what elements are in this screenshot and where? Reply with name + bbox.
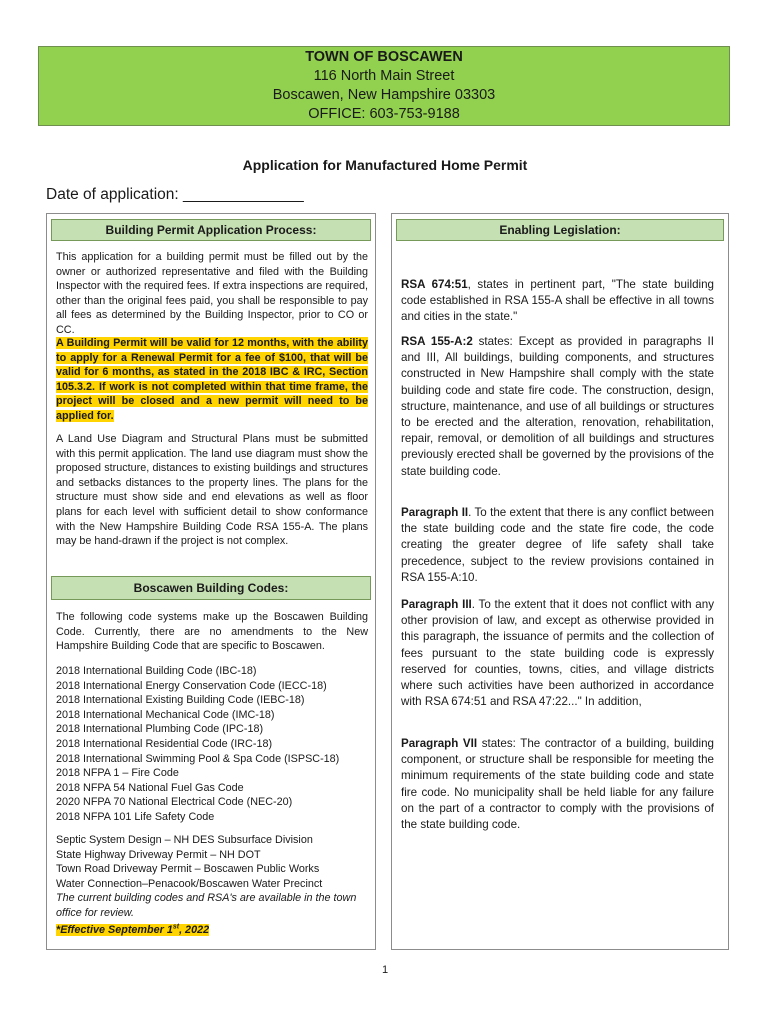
code-item: 2018 International Energy Conservation Code (IECC-18) — [56, 679, 327, 692]
town-name: TOWN OF BOSCAWEN — [305, 49, 463, 65]
codes-availability-note: The current building codes and RSA's are available in the town office for review. — [56, 892, 357, 919]
permit-item: Water Connection–Penacook/Boscawen Water Precinct — [56, 877, 323, 890]
town-office-phone: OFFICE: 603-753-9188 — [308, 106, 460, 122]
code-item: 2018 NFPA 101 Life Safety Code — [56, 810, 215, 823]
town-city: Boscawen, New Hampshire 03303 — [272, 87, 496, 103]
town-street: 116 North Main Street — [313, 68, 455, 84]
code-item: 2018 NFPA 54 National Fuel Gas Code — [56, 781, 244, 794]
effective-date — [56, 920, 368, 937]
process-heading: Building Permit Application Process: — [51, 219, 371, 241]
permit-item: Town Road Driveway Permit – Boscawen Public Works — [56, 863, 320, 876]
process-paragraph-1: This application for a building permit must be filled out by the owner or authorized representative and filed with the Building Inspector with the required fees. If extra inspections are required, other than the original fees paid, you shall be responsible to pay all fees as determined by the Building Inspector, prior to CO or CC. — [56, 251, 368, 336]
code-item: 2018 NFPA 1 – Fire Code — [56, 767, 179, 780]
paragraph-vii: Paragraph VII states: The contractor of a building, building component, or structure shall be responsible for meeting the minimum requirements of the state building code and state fire code. No municipality shall be held liable for any failure on the part of a contractor to comply with the provisions of the state building code. — [401, 737, 714, 832]
other-permits-list — [56, 833, 370, 891]
codes-intro: The following code systems make up the Boscawen Building Code. Currently, there are no amendments to the New Hampshire Building Code that are specific to Boscawen. — [56, 611, 368, 653]
paragraph-ii: Paragraph II. To the extent that there is any conflict between the state building code and the state fire code, the code creating the greater degree of life safety shall take precedence, subject to the review provisions contained in RSA 155-A:10. — [401, 506, 714, 584]
rsa-674-51-paragraph: RSA 674:51, states in pertinent part, "The state building code established in RSA 155-A shall be effective in all towns and cities in the state." — [401, 278, 714, 324]
code-item: 2018 International Existing Building Code (IEBC-18) — [56, 694, 305, 707]
permit-item: Septic System Design – NH DES Subsurface Division — [56, 834, 313, 846]
effective-date-highlight: *Effective September 1st, 2022 — [56, 923, 210, 936]
town-header — [38, 46, 730, 126]
code-item: 2018 International Plumbing Code (IPC-18) — [56, 723, 264, 736]
rsa-155-a-2-paragraph: RSA 155-A:2 states: Except as provided in paragraphs II and III, All buildings, building components, and structures constructed in New Hampshire shall comply with the state building code and state fire code. The construction, design, structure, maintenance, and use of all buildings or structures to be erected and the alteration, renovation, rehabilitation, repair, removal, or demolition of all buildings and structures previously erected shall be governed by the provisions of the state building code. — [401, 335, 714, 478]
codes-heading: Boscawen Building Codes: — [51, 576, 371, 600]
process-paragraph-2: A Land Use Diagram and Structural Plans must be submitted with this permit application. The land use diagram must show the proposed structure, distances to existing buildings and structures and setbacks distances to the property lines. The plans for the structure must show side and end elevations as well as floor plans for each level with sufficient detail to show conformance with the New Hampshire Building Code RSA 155-A. The plans may be hand-drawn if the project is not complex. — [56, 433, 368, 548]
permit-item: State Highway Driveway Permit – NH DOT — [56, 848, 261, 861]
code-item: 2018 International Mechanical Code (IMC-18) — [56, 708, 275, 721]
legislation-heading: Enabling Legislation: — [396, 219, 724, 241]
renewal-notice: A Building Permit will be valid for 12 months, with the ability to apply for a Renewal Permit for a fee of $100, that will be valid for 6 months, as stated in the 2018 IBC & IRC, Section 105.3.2. If work is not completed within that time frame, the project will be closed and a new permit will need to be applied for. — [56, 337, 368, 422]
paragraph-iii: Paragraph III. To the extent that it does not conflict with any other provision of law, and except as otherwise provided in this paragraph, the issuance of permits and the collection of fees pursuant to the state building code is expressly reserved for counties, towns, cities, and village districts where such activities have been authorized in accordance with RSA 674:51 and RSA 47:22..." In addition, — [401, 598, 715, 709]
code-item: 2020 NFPA 70 National Electrical Code (NEC-20) — [56, 796, 293, 809]
code-item: 2018 International Building Code (IBC-18) — [56, 665, 257, 677]
process-highlight — [56, 336, 368, 424]
date-of-application-field[interactable]: Date of application: ______________ — [46, 186, 304, 203]
code-item: 2018 International Residential Code (IRC-18) — [56, 737, 273, 750]
code-list — [56, 664, 370, 825]
code-item: 2018 International Swimming Pool & Spa Code (ISPSC-18) — [56, 752, 340, 765]
page-number: 1 — [381, 964, 389, 976]
page-title: Application for Manufactured Home Permit — [242, 157, 528, 173]
